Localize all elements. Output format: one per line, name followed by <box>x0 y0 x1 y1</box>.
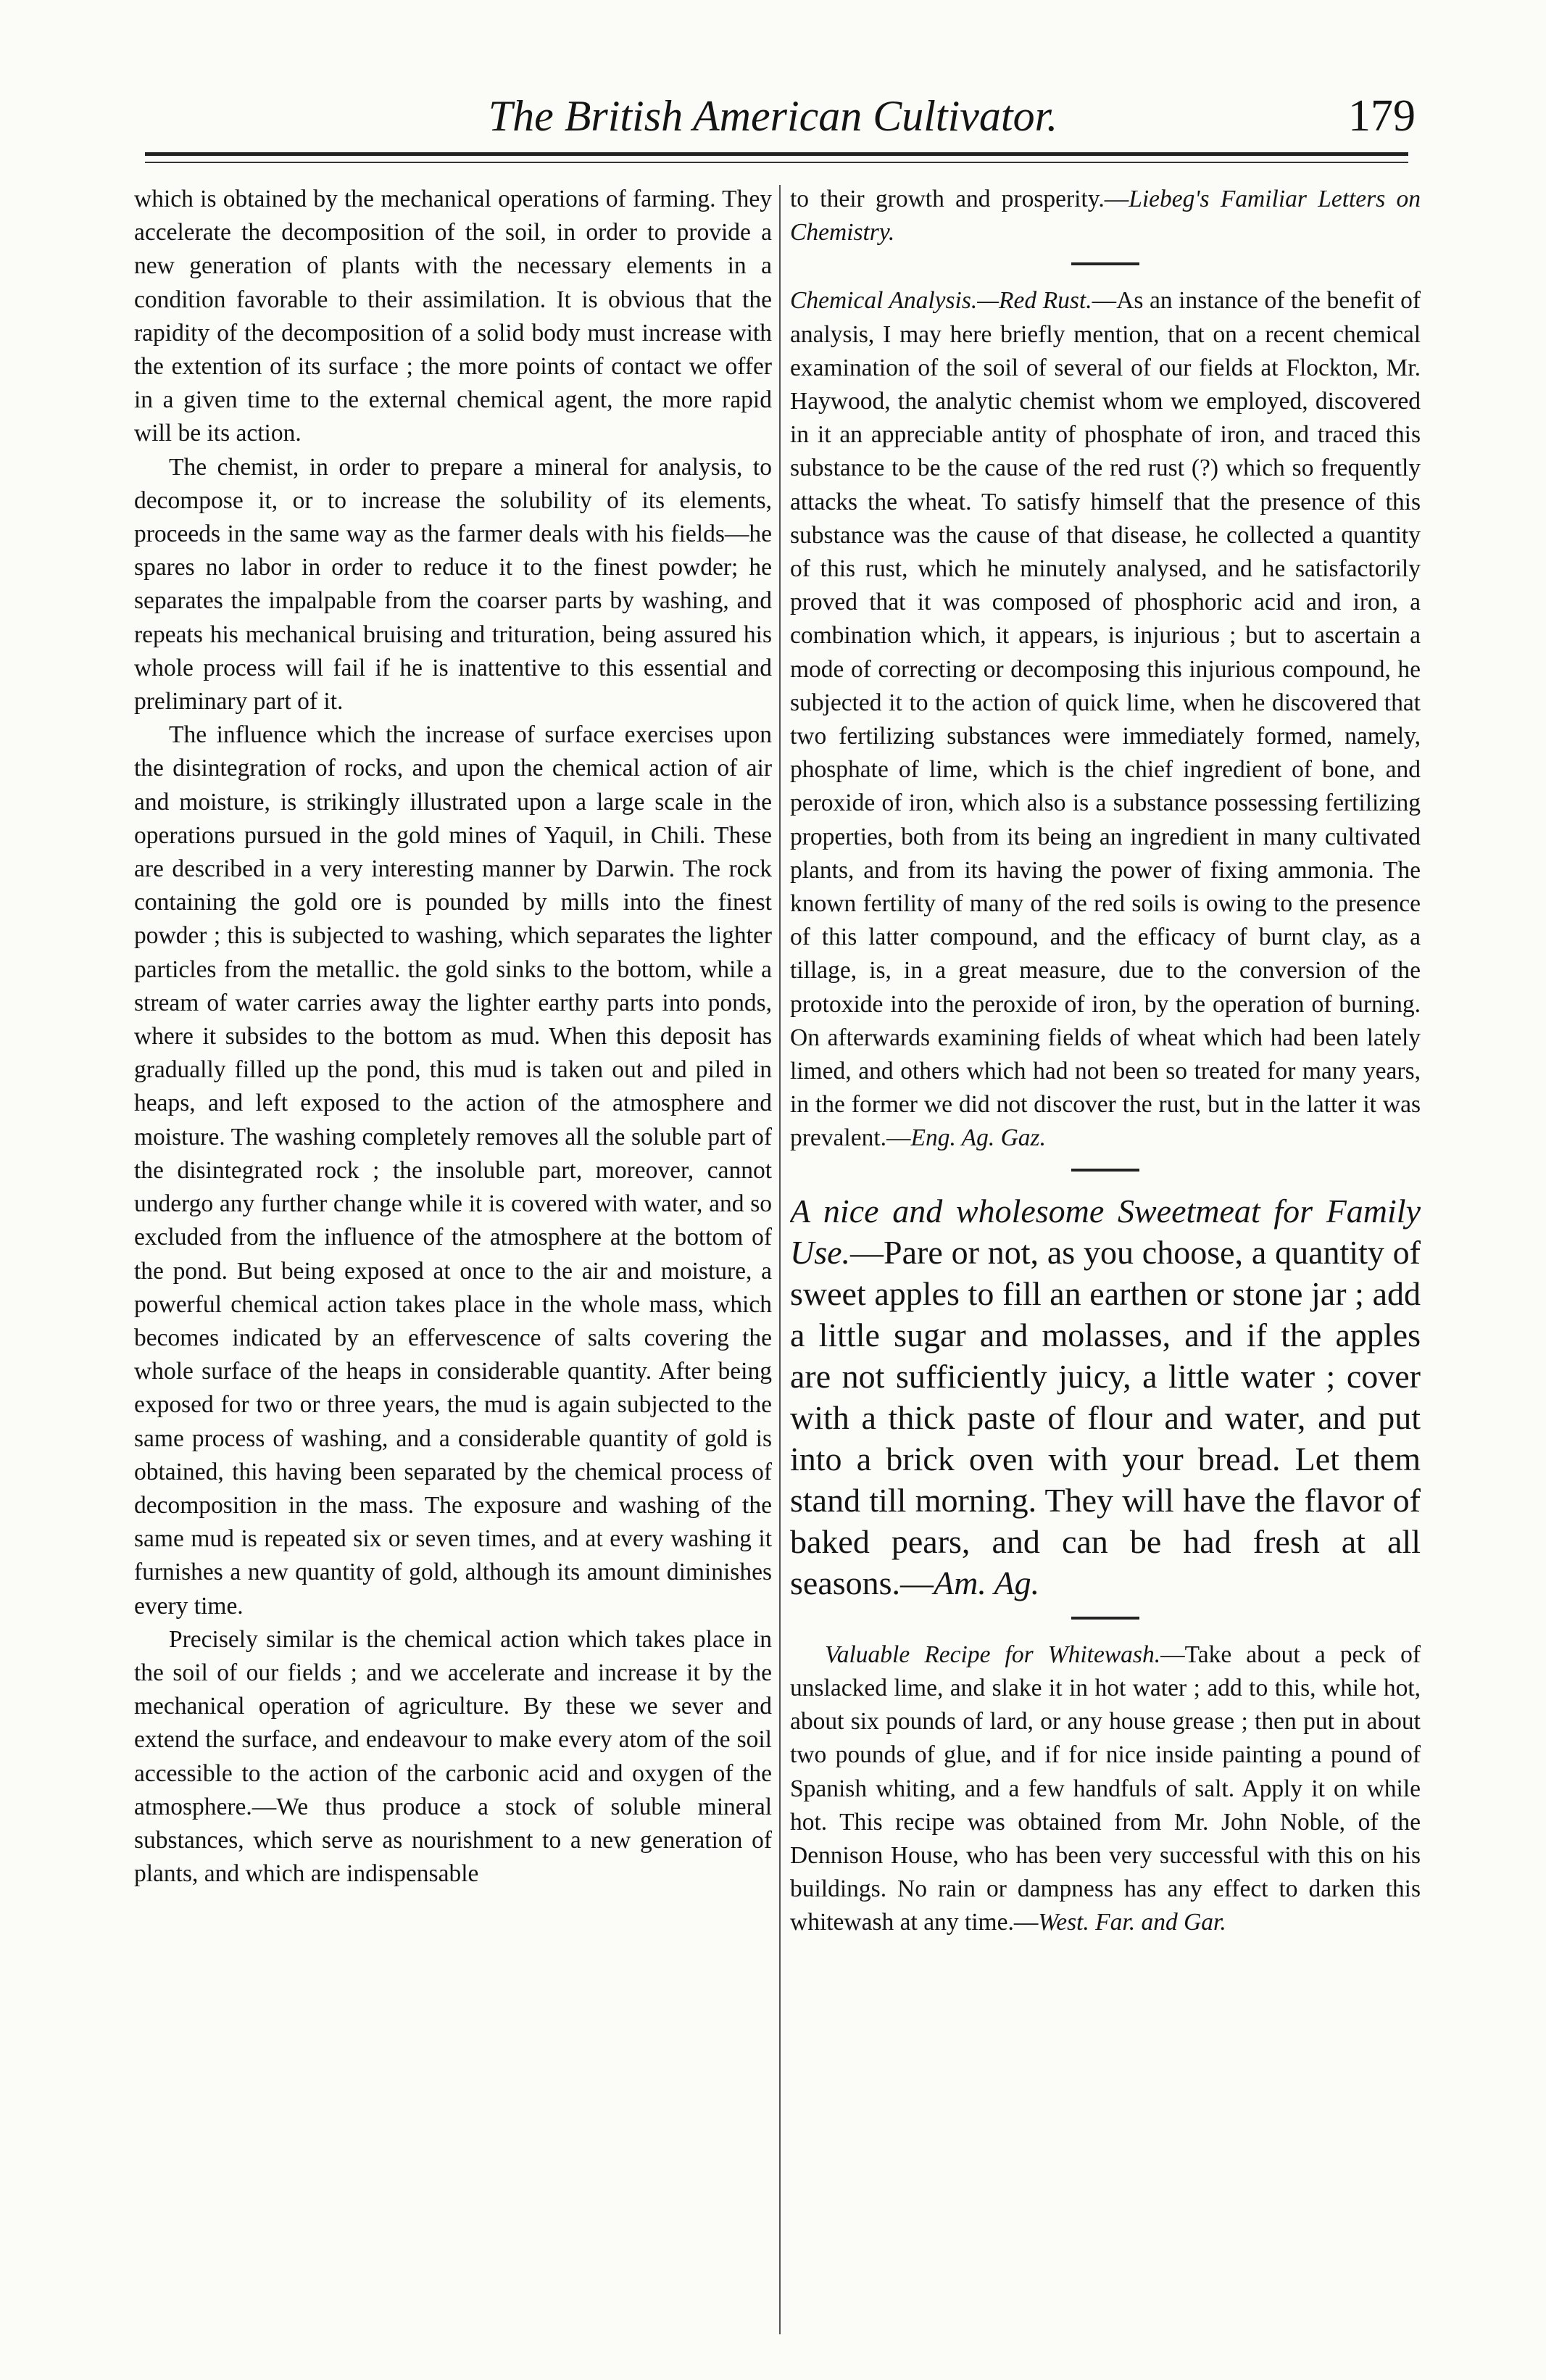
sweetmeat-source: Am. Ag. <box>934 1564 1040 1601</box>
column-divider <box>779 185 781 2334</box>
whitewash-heading: Valuable Recipe for Whitewash. <box>825 1641 1161 1668</box>
left-paragraph-1: which is obtained by the mechanical operations of farming. They accelerate the decomposition of the soil, in order to provide a new generation of plants with the necessary elements in a condition favorable to their assimilation. It is obvious that the rapidity of the decomposition of a solid body must increase with the extention of its surface ; the more points of contact we offer in a given time to the external chemical agent, the more rapid will be its action. <box>134 186 772 447</box>
chemical-analysis-source: Eng. Ag. Gaz. <box>910 1124 1046 1152</box>
left-paragraph-3: The influence which the increase of surface exercises upon the disintegration of rocks, and upon the chemical action of air and moisture, is strikingly illustrated upon a large scale in the operations pursued in the gold mines of Yaquil, in Chili. These are described in a very interesting manner by Darwin. The rock containing the gold ore is pounded by mills into the finest powder ; this is subjected to washing, which separates the lighter particles from the metallic. the gold sinks to the bottom, while a stream of water carries away the lighter earthy parts into ponds, where it subsides to the bottom as mud. When this deposit has gradually filled up the pond, this mud is taken out and piled in heaps, and left exposed to the action of the atmosphere and moisture. The washing completely removes all the soluble part of the disintegrated rock ; the insoluble part, moreover, cannot undergo any further change while it is covered with water, and so excluded from the influence of the atmosphere at the bottom of the pond. But being exposed at once to the air and moisture, a powerful chemical action takes place in the whole mass, which becomes indicated by an effervescence of salts covering the whole surface of the heaps in considerable quantity. After being exposed for two or three years, the mud is again subjected to the same process of washing, and a considerable quantity of gold is obtained, this having been separated by the chemical process of decomposition in the mass. The exposure and washing of the same mud is repeated six or seven times, and at every washing it furnishes a new quantity of gold, although its amount diminishes every time. <box>134 721 772 1620</box>
left-column <box>134 183 772 2343</box>
continuation-text: to their growth and prosperity.— <box>790 186 1129 212</box>
sweetmeat-body: —Pare or not, as you choose, a quantity of sweet apples to fill an earthen or stone jar ; add a little sugar and molasses, and if the apples are not sufficiently juicy, a little water ; cover with a thick paste of flour and water, and put into a brick oven with your bread. Let them stand till morning. They will have the flavor of baked pears, and can be had fresh at all seasons.— <box>790 1233 1421 1601</box>
sweetmeat-heading: A nice and wholesome Sweetmeat for Family Use. <box>790 1192 1421 1271</box>
header-rule-thin <box>145 162 1408 163</box>
whitewash-body: —Take about a peck of unslacked lime, and slake it in hot water ; add to this, while hot, about six pounds of lard, or any house grease ; then put in about two pounds of glue, and if for nice inside painting a pound of Spanish whiting, and a few handfuls of salt. Apply it on while hot. This recipe was obtained from Mr. John Noble, of the Dennison House, who has been very successful with this on his buildings. No rain or dampness has any effect to darken this whitewash at any time.— <box>790 1641 1421 1936</box>
right-column <box>790 183 1421 2343</box>
whitewash-article <box>790 1638 1421 1940</box>
chemical-analysis-body: —As an instance of the benefit of analysis, I may here briefly mention, that on a recent chemical examination of the soil of several of our fields at Flockton, Mr. Haywood, the analytic chemist whom we employed, discovered in it an appreciable antity of phosphate of iron, and traced this substance to be the cause of the red rust (?) which so frequently attacks the wheat. To satisfy himself that the presence of this substance was the cause of that disease, he collected a quantity of this rust, which he minutely analysed, and he satisfactorily proved that it was composed of phosphoric acid and iron, a combination which, it appears, is injurious ; but to ascertain a mode of correcting or decomposing this injurious compound, he subjected it to the action of quick lime, when he discovered that two fertilizing substances were immediately formed, namely, phosphate of lime, which is the chief ingredient of bone, and peroxide of iron, which also is a substance possessing fertilizing properties, both from its being an ingredient in many cultivated plants, and from its having the power of fixing ammonia. The known fertility of many of the red soils is owing to the presence of this latter compound, and the efficacy of burnt clay, as a tillage, is, in a great measure, due to the conversion of the protoxide into the peroxide of iron, by the operation of burning. On afterwards examining fields of wheat which had been lately limed, and others which had not been so treated for many years, in the former we did not discover the rust, but in the latter it was prevalent.— <box>790 287 1421 1152</box>
page-number: 179 <box>1348 91 1416 141</box>
section-separator <box>1071 262 1139 265</box>
running-head <box>130 87 1416 145</box>
left-paragraph-4: Precisely similar is the chemical action which takes place in the soil of our fields ; and we accelerate and increase it by the mechanical operation of agriculture. By these we sever and extend the surface, and endeavour to make every atom of the soil accessible to the action of the carbonic acid and oxygen of the atmosphere.—We thus produce a stock of soluble mineral substances, which serve as nourishment to a new generation of plants, and which are indispensable <box>134 1625 772 1888</box>
chemical-analysis-article <box>790 284 1421 1155</box>
section-separator <box>1071 1169 1139 1172</box>
header-rule-thick <box>145 152 1408 156</box>
whitewash-source: West. Far. and Gar. <box>1038 1909 1226 1936</box>
running-title: The British American Cultivator. <box>488 92 1058 140</box>
continuation-source: Liebeg's Familiar Letters on Chemistry. <box>790 186 1421 246</box>
chemical-analysis-heading: Chemical Analysis.—Red Rust. <box>790 287 1092 315</box>
continuation-paragraph <box>790 183 1421 249</box>
sweetmeat-article <box>790 1190 1421 1604</box>
left-paragraph-2: The chemist, in order to prepare a mineral for analysis, to decompose it, or to increase the solubility of its elements, proceeds in the same way as the farmer deals with his fields—he spares no labor in order to reduce it to the finest powder; he separates the impalpable from the coarser parts by washing, and repeats his mechanical bruising and trituration, being assured his whole process will fail if he is inattentive to this essential and preliminary part of it. <box>134 453 772 716</box>
section-separator <box>1071 1617 1139 1620</box>
